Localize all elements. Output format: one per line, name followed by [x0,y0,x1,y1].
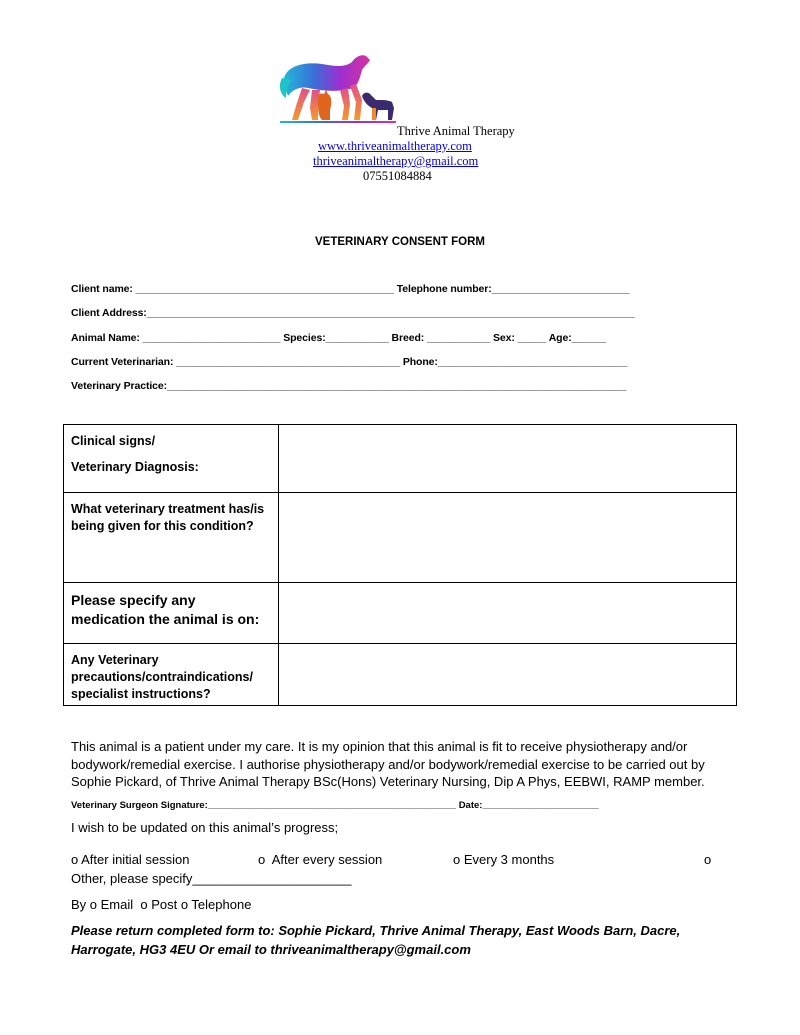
clinical-signs-label: Clinical signs/ Veterinary Diagnosis: [64,425,279,493]
treatment-label: What veterinary treatment has/is being given for this condition? [64,493,279,583]
clinical-signs-answer[interactable] [279,425,737,493]
medication-label: Please specify any medication the animal is on: [64,583,279,644]
current-vet-field[interactable]: Current Veterinarian: _______________________________________ Phone:_________________________________ [71,356,628,368]
precautions-label: Any Veterinary precautions/contraindications/ specialist instructions? [64,644,279,706]
website-link[interactable]: www.thriveanimaltherapy.com [318,139,472,153]
treatment-answer[interactable] [279,493,737,583]
option-after-every[interactable]: o After every session [258,852,383,867]
client-address-field[interactable]: Client Address:_____________________________________________________________________________________ [71,307,635,319]
option-other-bullet[interactable]: o [704,852,712,867]
option-after-initial[interactable]: o After initial session [71,852,190,867]
animal-details-field[interactable]: Animal Name: ________________________ Species:___________ Breed: ___________ Sex: _____ Age:______ [71,332,607,344]
contact-method-options[interactable]: By o Email o Post o Telephone [71,897,252,912]
medication-answer[interactable] [279,583,737,644]
horse-cat-dog-logo-icon [278,50,398,125]
option-other-specify[interactable]: Other, please specify______________________ [71,871,352,886]
phone-number: 07551084884 [363,169,432,183]
email-link[interactable]: thriveanimaltherapy@gmail.com [313,154,479,168]
signature-date-field[interactable]: Veterinary Surgeon Signature:_______________________________________________ Date:______________________ [71,800,599,811]
form-title: VETERINARY CONSENT FORM [315,236,485,248]
option-every-3-months[interactable]: o Every 3 months [453,852,555,867]
update-prompt: I wish to be updated on this animal’s progress; [71,820,339,835]
vet-practice-field[interactable]: Veterinary Practice:________________________________________________________________________________ [71,380,627,392]
clinical-info-table [63,424,737,706]
return-instructions: Please return completed form to: Sophie Pickard, Thrive Animal Therapy, East Woods Barn, Dacre, Harrogate, HG3 4EU Or email to thriveanimaltherapy@gmail.com [71,923,681,957]
client-name-field[interactable]: Client name: _____________________________________________ Telephone number:________________________ [71,283,630,295]
precautions-answer[interactable] [279,644,737,706]
org-name: Thrive Animal Therapy [397,124,515,138]
consent-statement: This animal is a patient under my care. It is my opinion that this animal is fit to receive physiotherapy and/or bodywork/remedial exercise. I authorise physiotherapy and/or bodywork/remedial exercise to be carried out by Sophie Pickard, of Thrive Animal Therapy BSc(Hons) Veterinary Nursing, Dip A Phys, EEBWI, RAMP member. [71,739,705,789]
